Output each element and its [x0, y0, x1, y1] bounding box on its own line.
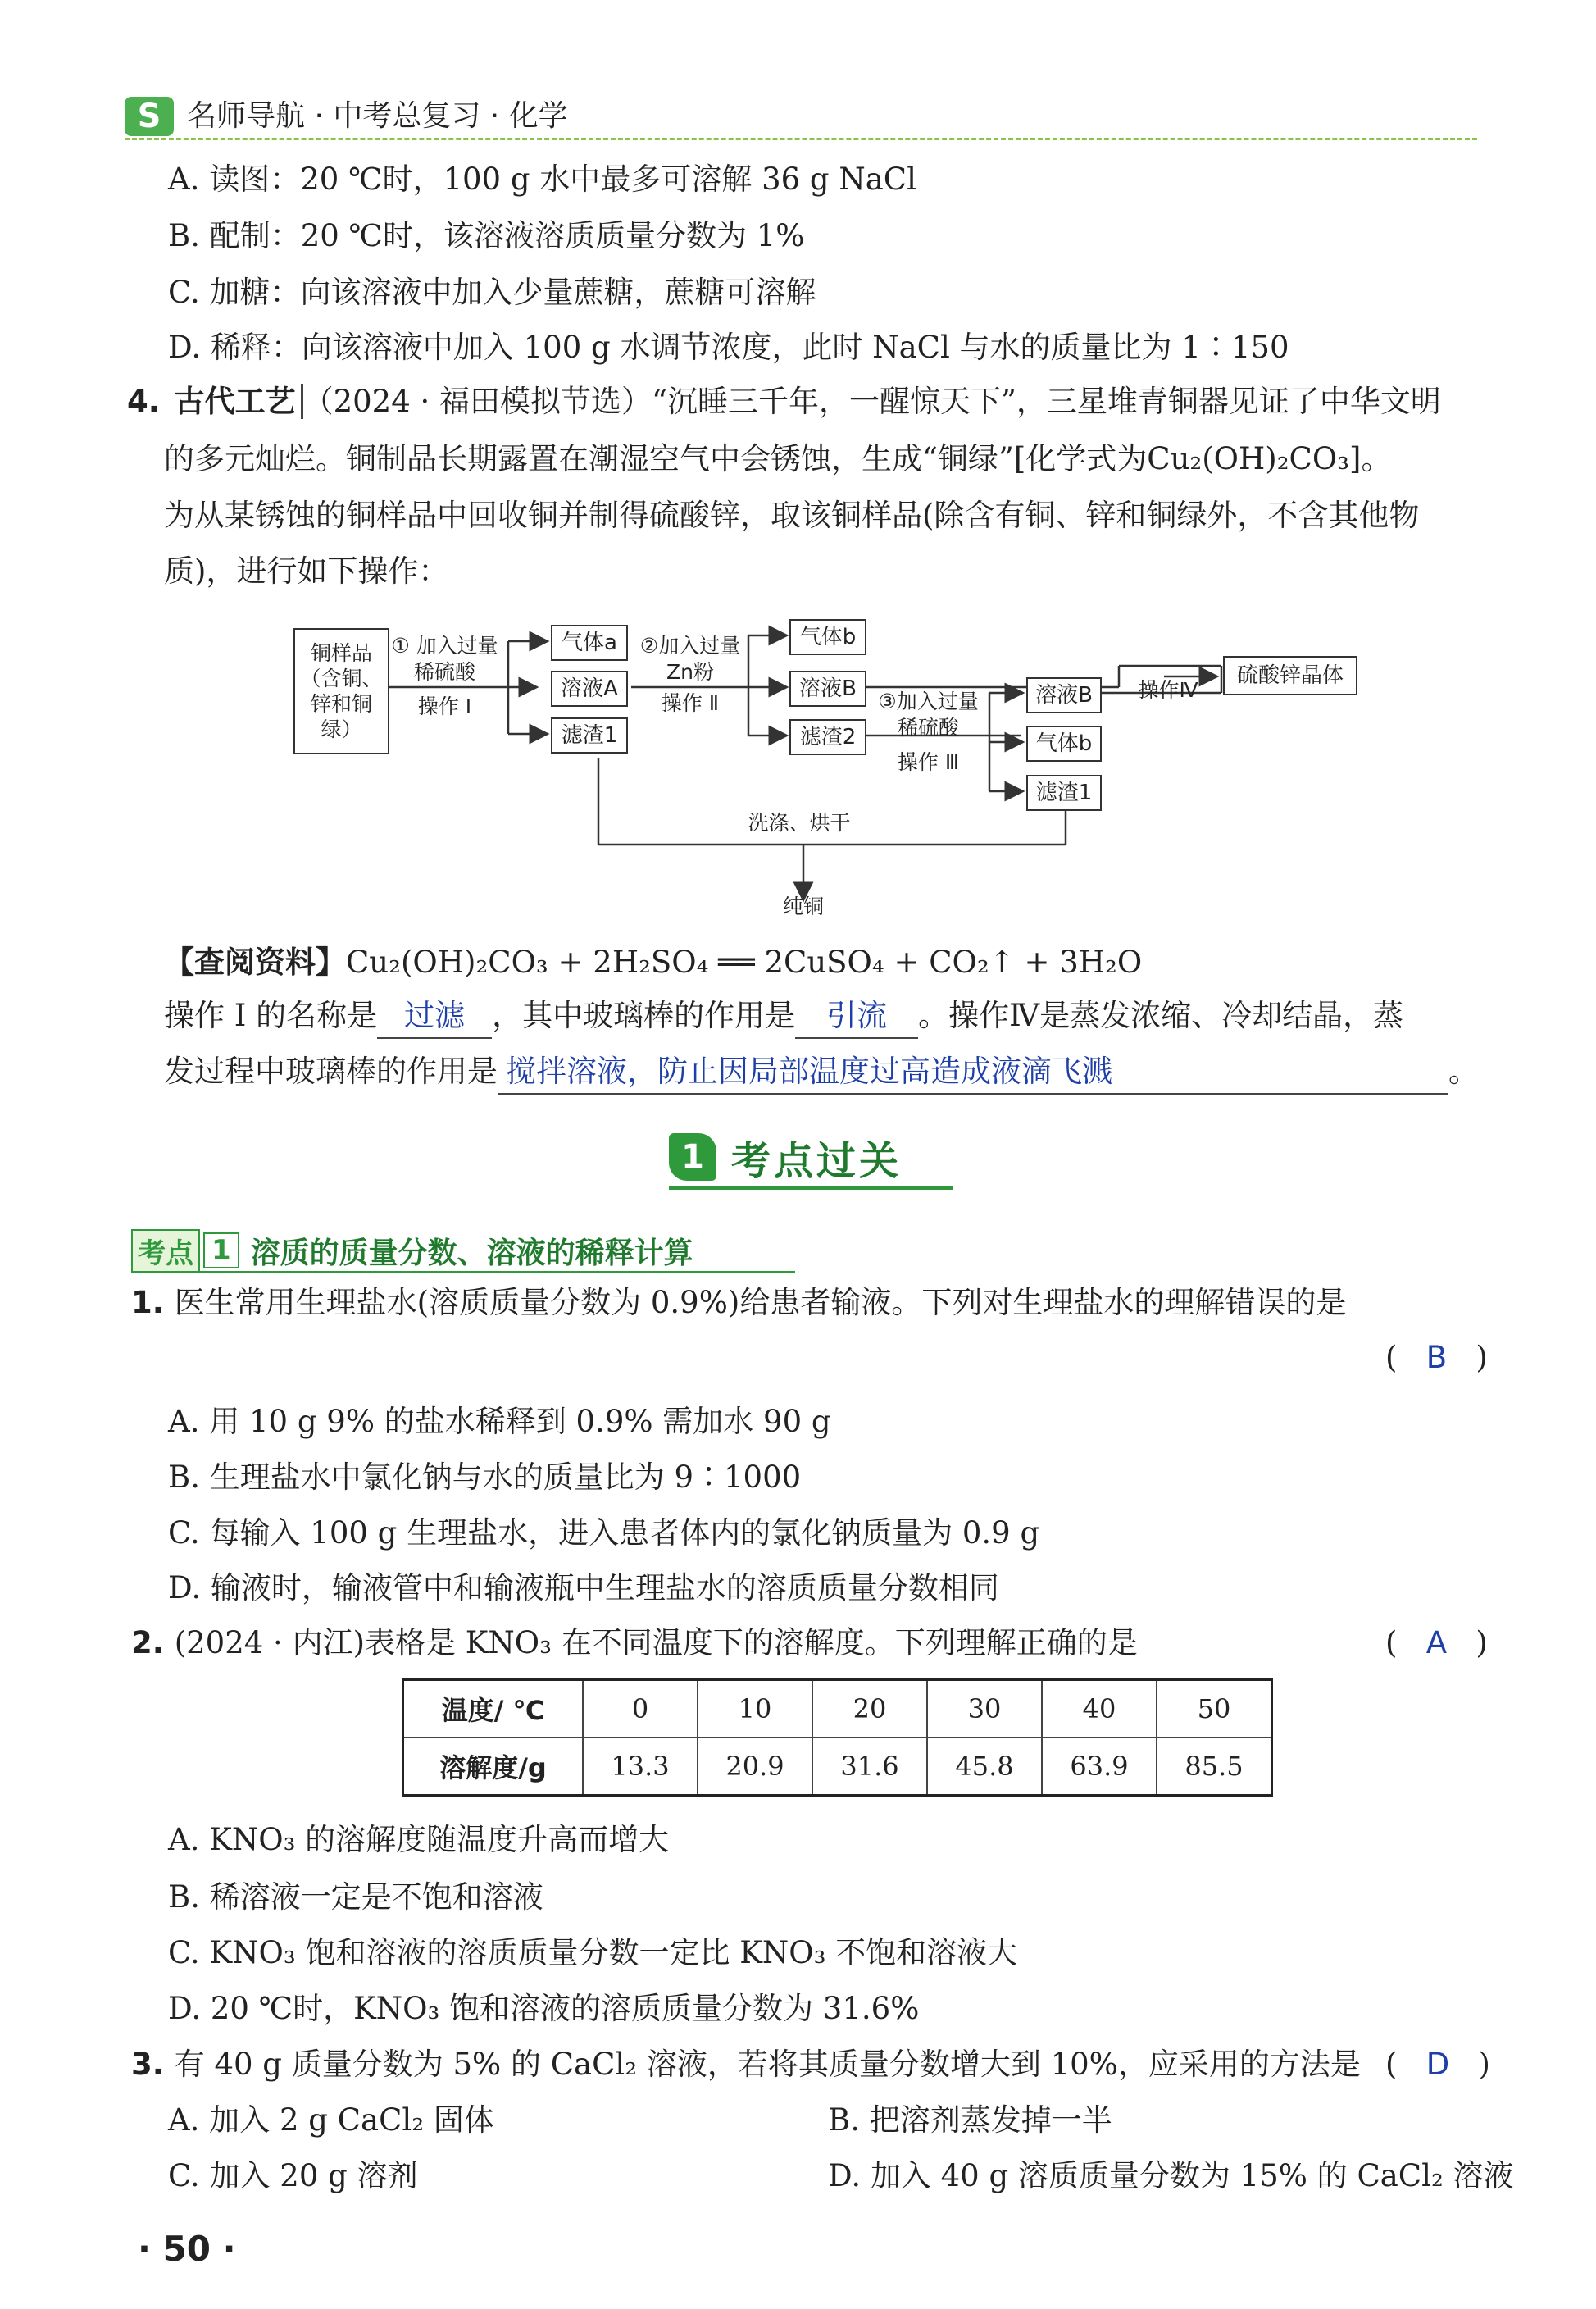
- table-cell: 63.9: [1042, 1737, 1157, 1796]
- topic-label: 考点: [131, 1229, 200, 1273]
- flow-step1: ① 加入过量稀硫酸: [391, 634, 498, 684]
- table-cell: 31.6: [812, 1737, 927, 1796]
- q1-option-a: A. 用 10 g 9% 的盐水稀释到 0.9% 需加水 90 g: [168, 1404, 831, 1439]
- question-number: 3: [131, 2047, 152, 2082]
- table-cell: 45.8: [927, 1737, 1042, 1796]
- q4-fill-row2: [164, 1050, 1479, 1095]
- q1-answer-bracket: ( B ): [1385, 1340, 1488, 1375]
- flow-product: 硫酸锌晶体: [1223, 656, 1357, 695]
- prev-option-a: A. 读图：20 ℃时，100 g 水中最多可溶解 36 g NaCl: [168, 162, 916, 197]
- flow-op2: 操作 Ⅱ: [661, 691, 720, 715]
- page-number: · 50 ·: [138, 2229, 236, 2269]
- prev-option-c: C. 加糖：向该溶液中加入少量蔗糖，蔗糖可溶解: [168, 275, 816, 310]
- q3-option-d: D. 加入 40 g 溶质质量分数为 15% 的 CaCl₂ 溶液: [828, 2158, 1514, 2193]
- q1-option-b: B. 生理盐水中氯化钠与水的质量比为 9∶1000: [168, 1460, 802, 1495]
- q4-line4: 质)，进行如下操作：: [164, 553, 449, 589]
- q3-stem-row: 3. 有 40 g 质量分数为 5% 的 CaCl₂ 溶液，若将其质量分数增大到 10%，应采用的方法是: [131, 2047, 1361, 2082]
- q3-option-c: C. 加入 20 g 溶剂: [168, 2158, 418, 2193]
- fill-text-1b: ，其中玻璃棒的作用是: [492, 998, 796, 1033]
- table-cell: 40: [1042, 1680, 1157, 1738]
- flow-res1: 滤渣1: [551, 717, 628, 754]
- q3-answer-bracket: ( D ): [1385, 2047, 1490, 2082]
- q3-option-a: A. 加入 2 g CaCl₂ 固体: [168, 2102, 494, 2138]
- q4-line2: 的多元灿烂。铜制品长期露置在潮湿空气中会锈蚀，生成“铜绿”[化学式为Cu₂(OH)₂CO₃]。: [164, 441, 1392, 476]
- fill-text-1a: 操作 Ⅰ 的名称是: [164, 998, 378, 1033]
- table-cell: 13.3: [583, 1737, 698, 1796]
- topic-title: 溶质的质量分数、溶液的稀释计算: [250, 1236, 693, 1270]
- prev-option-b: B. 配制：20 ℃时，该溶液溶质质量分数为 1%: [168, 218, 805, 253]
- q2-option-a: A. KNO₃ 的溶解度随温度升高而增大: [168, 1822, 670, 1857]
- q2-option-b: B. 稀溶液一定是不饱和溶液: [168, 1879, 543, 1915]
- info-label: 【查阅资料】: [164, 945, 346, 980]
- q2-option-d: D. 20 ℃时，KNO₃ 饱和溶液的溶质质量分数为 31.6%: [168, 1991, 920, 2026]
- topic-bar: [131, 1230, 795, 1273]
- question-number: 4: [127, 384, 148, 419]
- table-cell: 10: [698, 1680, 812, 1738]
- q3-stem: 有 40 g 质量分数为 5% 的 CaCl₂ 溶液，若将其质量分数增大到 10%，应采用的方法是: [174, 2047, 1361, 2082]
- q2-answer[interactable]: A: [1425, 1625, 1448, 1660]
- flow-sol-a: 溶液A: [551, 671, 628, 707]
- q1-stem: 医生常用生理盐水(溶质质量分数为 0.9%)给患者输液。下列对生理盐水的理解错误的是: [174, 1285, 1347, 1320]
- flow-sample: 铜样品（含铜、锌和铜绿）: [293, 628, 389, 754]
- q1-option-c: C. 每输入 100 g 生理盐水，进入患者体内的氯化钠质量为 0.9 g: [168, 1515, 1040, 1551]
- flow-sol-b: 溶液B: [789, 671, 866, 707]
- q2-option-c: C. KNO₃ 饱和溶液的溶质质量分数一定比 KNO₃ 不饱和溶液大: [168, 1935, 1018, 1970]
- prev-option-d: D. 稀释：向该溶液中加入 100 g 水调节浓度，此时 NaCl 与水的质量比为 1∶150: [168, 330, 1289, 365]
- header-title: 名师导航 · 中考总复习 · 化学: [187, 99, 568, 133]
- flow-gas-b2: 气体b: [1026, 726, 1102, 762]
- q4-tag: 古代工艺: [170, 384, 303, 419]
- flow-res1b: 滤渣1: [1026, 775, 1102, 811]
- section-icon: 1: [669, 1133, 716, 1181]
- flow-gas-b: 气体b: [789, 619, 866, 655]
- flow-wash: 洗涤、烘干: [748, 811, 851, 835]
- table-cell: 85.5: [1157, 1737, 1272, 1796]
- table-cell: 20: [812, 1680, 927, 1738]
- flow-op3: 操作 Ⅲ: [897, 750, 960, 774]
- table-row: [403, 1737, 1272, 1796]
- flow-step3: ③加入过量稀硫酸: [878, 690, 979, 740]
- flow-op4: 操作Ⅳ: [1138, 678, 1198, 702]
- question-number: 1: [131, 1285, 152, 1320]
- flow-arrows: [0, 0, 1596, 951]
- q2-answer-bracket: ( A ): [1385, 1625, 1488, 1660]
- q2-stem: (2024 · 内江)表格是 KNO₃ 在不同温度下的溶解度。下列理解正确的是: [174, 1625, 1138, 1660]
- header-logo: S: [125, 97, 174, 136]
- q4-line3: 为从某锈蚀的铜样品中回收铜并制得硫酸锌，取该铜样品(除含有铜、锌和铜绿外，不含其他物: [164, 498, 1420, 533]
- section-title: 考点过关: [731, 1137, 903, 1184]
- q3-answer[interactable]: D: [1425, 2047, 1450, 2082]
- table-header-temp: 温度/ ℃: [403, 1680, 584, 1738]
- answer-blank-3[interactable]: 搅拌溶液，防止因局部温度过高造成液滴飞溅: [498, 1050, 1448, 1095]
- flow-op1: 操作 Ⅰ: [417, 695, 472, 718]
- section-header: [669, 1128, 953, 1190]
- fill-text-2b: 。: [1448, 1054, 1479, 1089]
- q4-fill-row1: [164, 995, 1403, 1039]
- q4-header: 4. 古代工艺 （2024 · 福田模拟节选）“沉睡三千年，一醒惊天下”，三星堆青铜器见证了中华文明: [127, 384, 1441, 419]
- solubility-table: [402, 1678, 1273, 1797]
- table-cell: 20.9: [698, 1737, 812, 1796]
- q1-answer[interactable]: B: [1425, 1340, 1448, 1375]
- chem-equation: Cu₂(OH)₂CO₃ + 2H₂SO₄ ══ 2CuSO₄ + CO₂↑ + 3H₂O: [346, 945, 1143, 980]
- table-header-solubility: 溶解度/g: [403, 1737, 584, 1796]
- flow-sol-b2: 溶液B: [1026, 677, 1102, 713]
- flow-res2: 滤渣2: [789, 719, 866, 755]
- question-number: 2: [131, 1625, 152, 1660]
- flow-pure-cu: 纯铜: [782, 895, 824, 918]
- topic-num: 1: [203, 1232, 239, 1268]
- answer-blank-1[interactable]: 过滤: [377, 995, 492, 1039]
- table-cell: 30: [927, 1680, 1042, 1738]
- table-cell: 50: [1157, 1680, 1272, 1738]
- fill-text-1c: 。操作Ⅳ是蒸发浓缩、冷却结晶，蒸: [918, 998, 1404, 1033]
- flow-step2: ②加入过量Zn粉: [639, 634, 741, 684]
- q4-line1: （2024 · 福田模拟节选）“沉睡三千年，一醒惊天下”，三星堆青铜器见证了中华文明: [302, 384, 1441, 419]
- flow-gas-a: 气体a: [551, 625, 628, 661]
- fill-text-2a: 发过程中玻璃棒的作用是: [164, 1054, 498, 1089]
- q3-option-b: B. 把溶剂蒸发掉一半: [828, 2102, 1112, 2138]
- table-cell: 0: [583, 1680, 698, 1738]
- q1-stem-row: 1. 医生常用生理盐水(溶质质量分数为 0.9%)给患者输液。下列对生理盐水的理解错误的是: [131, 1285, 1347, 1320]
- q1-option-d: D. 输液时，输液管中和输液瓶中生理盐水的溶质质量分数相同: [168, 1570, 999, 1605]
- q2-stem-row: 2. (2024 · 内江)表格是 KNO₃ 在不同温度下的溶解度。下列理解正确的是: [131, 1625, 1138, 1660]
- table-row: [403, 1680, 1272, 1738]
- q4-equation-row: [164, 943, 1142, 982]
- answer-blank-2[interactable]: 引流: [795, 995, 918, 1039]
